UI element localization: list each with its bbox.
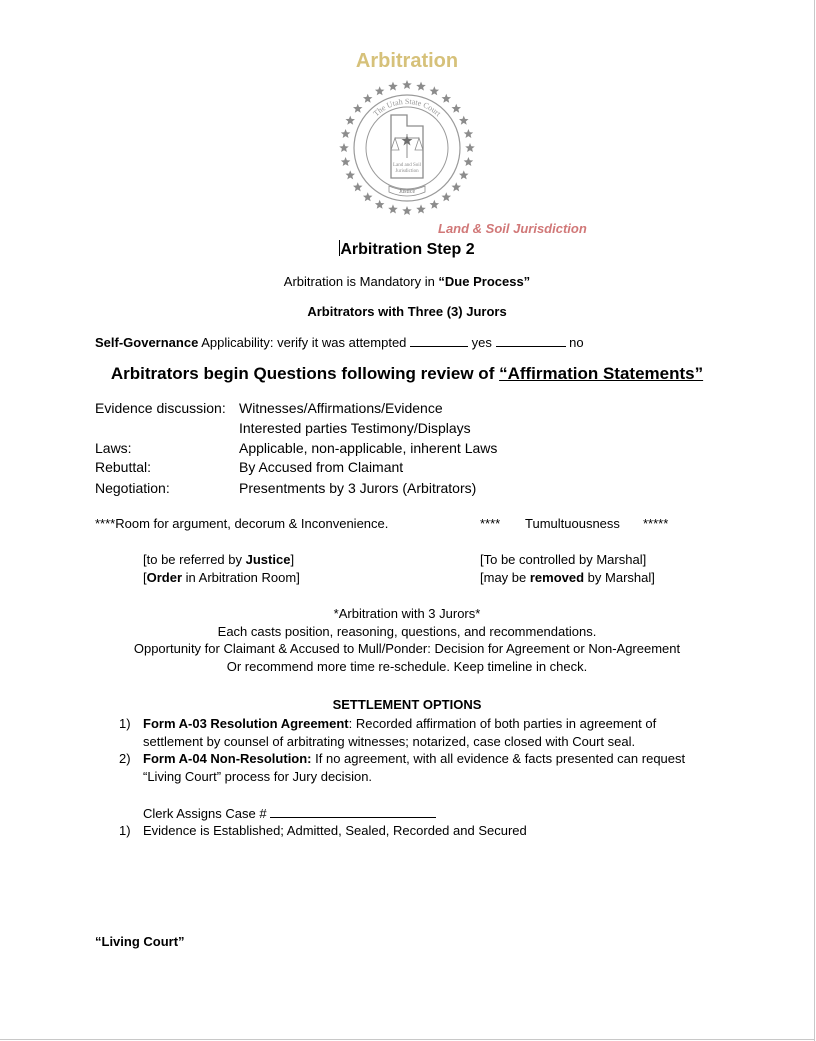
settlement-item-number: 1) (119, 716, 131, 731)
seal-star-icon (430, 86, 440, 95)
seal-star-icon (459, 170, 469, 179)
seal-star-icon (402, 206, 412, 215)
settlement-item: Form A-04 Non-Resolution: If no agreement, with all evidence & facts presented can request (143, 751, 686, 766)
review-value: Witnesses/Affirmations/Evidence (239, 400, 443, 416)
self-governance-line: Self-Governance Applicability: verify it was attempted yes no (95, 335, 584, 350)
seal-banner-text: Justice (398, 189, 416, 195)
mandatory-line: Arbitration is Mandatory in “Due Process” (283, 274, 531, 289)
jurors-line: Each casts position, reasoning, questions, and recommendations. (217, 624, 597, 639)
seal-star-icon (341, 157, 351, 166)
review-value: Applicable, non-applicable, inherent Laws (239, 440, 498, 456)
jurors-line: Or recommend more time re-schedule. Keep timeline in check. (226, 659, 588, 674)
seal-star-icon (345, 170, 355, 179)
seal-star-icon (363, 192, 373, 201)
seal-star-icon (459, 116, 469, 125)
living-court-footer: “Living Court” (95, 934, 185, 949)
seal-star-icon (363, 94, 373, 103)
seal-star-icon (339, 143, 349, 152)
arbitrators-line: Arbitrators with Three (3) Jurors (307, 304, 507, 319)
attempted-blank[interactable] (410, 334, 468, 347)
review-value: Presentments by 3 Jurors (Arbitrators) (239, 480, 477, 496)
jurisdiction-label: Land & Soil Jurisdiction (438, 221, 587, 236)
page-edge-right (814, 0, 815, 1041)
document-title: Arbitration (355, 50, 459, 72)
marshal-control-note: [To be controlled by Marshal] (480, 552, 647, 567)
evidence-item-number: 1) (119, 823, 131, 838)
court-seal-icon (337, 78, 477, 218)
questions-heading: Arbitrators begin Questions following review of “Affirmation Statements” (110, 364, 704, 383)
tumult-stars-left: **** (480, 516, 501, 531)
seal-star-icon (388, 204, 398, 213)
seal-star-icon (416, 82, 426, 91)
seal-star-icon (465, 143, 475, 152)
seal-star-icon (402, 80, 412, 89)
review-value: By Accused from Claimant (239, 459, 404, 475)
review-value: Interested parties Testimony/Displays (239, 420, 471, 436)
tumult-word: Tumultuousness (525, 516, 620, 531)
review-label: Rebuttal: (95, 459, 152, 475)
tumult-stars-right: ***** (643, 516, 669, 531)
seal-star-icon (353, 182, 363, 191)
seal-star-icon (464, 129, 474, 138)
clerk-case-line: Clerk Assigns Case # (143, 805, 436, 821)
seal-star-icon (416, 204, 426, 213)
seal-star-icon (341, 129, 351, 138)
yes-blank[interactable] (496, 334, 566, 347)
step-title: Arbitration Step 2 (340, 241, 475, 258)
seal-inner-text-1: Land and Soil (392, 163, 422, 168)
case-number-blank[interactable] (270, 805, 436, 818)
settlement-item: Form A-03 Resolution Agreement: Recorded affirmation of both parties in agreement of (143, 716, 657, 731)
seal-star-icon (464, 157, 474, 166)
seal-star-icon (452, 104, 462, 113)
order-note: [Order in Arbitration Room] (143, 570, 300, 585)
jurors-section-title: *Arbitration with 3 Jurors* (333, 606, 481, 621)
review-label: Negotiation: (95, 480, 170, 496)
seal-ring-text: The Utah State Court (371, 96, 443, 119)
seal-star-icon (442, 94, 452, 103)
review-label: Evidence discussion: (95, 400, 226, 416)
settlement-item-continued: “Living Court” process for Jury decision. (143, 769, 373, 784)
settlement-item-continued: settlement by counsel of arbitrating witnesses; notarized, case closed with Court seal. (143, 734, 636, 749)
seal-star-icon (345, 116, 355, 125)
jurors-line: Opportunity for Claimant & Accused to Mull/Ponder: Decision for Agreement or Non-Agreement (133, 641, 681, 656)
seal-star-icon (375, 86, 385, 95)
seal-star-icon (452, 182, 462, 191)
seal-star-icon (388, 82, 398, 91)
settlement-heading: SETTLEMENT OPTIONS (332, 697, 482, 712)
seal-inner-text-2: Jurisdiction (395, 169, 419, 174)
seal-star-icon (375, 200, 385, 209)
evidence-item: Evidence is Established; Admitted, Sealed, Recorded and Secured (143, 823, 527, 838)
review-label: Laws: (95, 440, 132, 456)
page-edge-bottom (0, 1039, 815, 1040)
room-line: ****Room for argument, decorum & Inconvenience. (95, 516, 389, 531)
seal-star-icon (353, 104, 363, 113)
seal-star-icon (430, 200, 440, 209)
marshal-removal-note: [may be removed by Marshal] (480, 570, 655, 585)
justice-note: [to be referred by Justice] (143, 552, 295, 567)
settlement-item-number: 2) (119, 751, 131, 766)
seal-star-icon (442, 192, 452, 201)
